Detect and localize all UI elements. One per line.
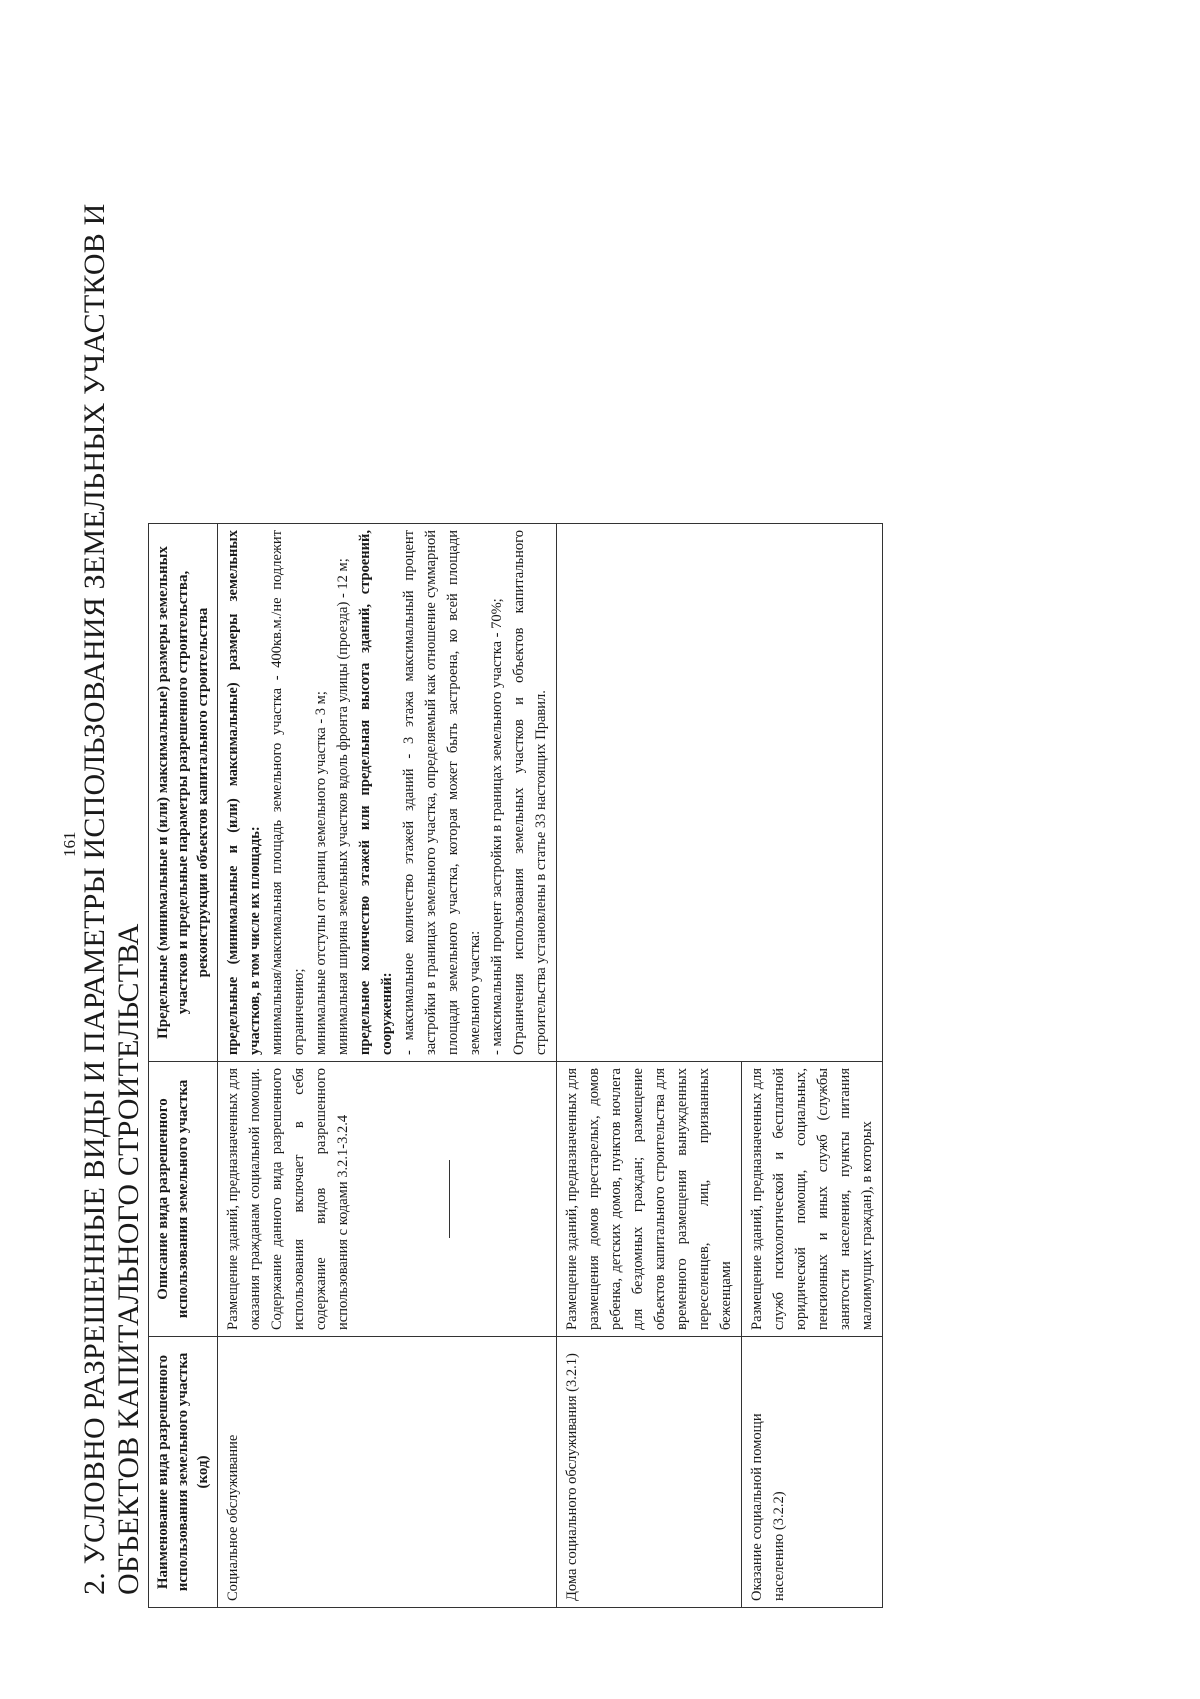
row-use-name: Оказание социальной помощи населению (3.2.2) bbox=[742, 1337, 883, 1608]
param-line: минимальные отступы от границ земельного участка - 3 м; bbox=[313, 691, 329, 1055]
param-line: предельное количество этажей или предельная высота зданий, строений, сооружений: bbox=[357, 530, 395, 1055]
param-line: минимальная/максимальная площадь земельного участка - 400кв.м./не подлежит ограничению; bbox=[269, 530, 307, 1055]
param-line: Ограничения использования земельных участков и объектов капитального строительства установлены в статье 33 настоящих Правил. bbox=[511, 530, 549, 1055]
row-use-description: Размещение зданий, предназначенных для размещения домов престарелых, домов ребенка, детских домов, пунктов ночлега для бездомных граждан; размещение объектов капитального строительства для временного размещения вынужденных переселенцев, лиц, признанных беженцами bbox=[557, 1062, 742, 1337]
row-parameters bbox=[218, 524, 557, 1062]
row-use-name: Социальное обслуживание bbox=[218, 1337, 557, 1608]
section-title: 2. УСЛОВНО РАЗРЕШЕННЫЕ ВИДЫ И ПАРАМЕТРЫ ИСПОЛЬЗОВАНИЯ ЗЕМЕЛЬНЫХ УЧАСТКОВ И ОБЪЕКТОВ КАПИТАЛЬНОГО СТРОИТЕЛЬСТВА bbox=[78, 203, 145, 1595]
empty-params-cell bbox=[557, 524, 883, 1062]
page-number: 161 bbox=[60, 831, 79, 857]
permitted-use-table bbox=[148, 52, 883, 1609]
row-use-description bbox=[218, 1062, 557, 1337]
row-use-description: Размещение зданий, предназначенных для служб психологической и бесплатной юридической помощи, социальных, пенсионных и иных служб (службы занятости населения, пункты питания малоимущих граждан), в которых bbox=[742, 1062, 883, 1337]
param-line: - максимальное количество этажей зданий - 3 этажа максимальный процент застройки в границах земельного участка, определяемый как отношение суммарной площади земельного участка, которая может быть застроена, ко всей площади земельного участка: bbox=[401, 530, 483, 1055]
dash-mark bbox=[449, 1160, 450, 1238]
table-header-row bbox=[149, 52, 218, 1608]
row-use-name: Дома социального обслуживания (3.2.1) bbox=[557, 1337, 742, 1608]
row-description-text: Размещение зданий, предназначенных для оказания гражданам социальной помощи. Содержание данного вида разрешенного использования включает в себя содержание видов разрешенного использования с кодами 3.2.1-3.2.4 bbox=[225, 1068, 351, 1330]
empty-header-cell bbox=[149, 52, 218, 524]
header-use-name: Наименование вида разрешенного использования земельного участка (код) bbox=[149, 1337, 218, 1608]
param-line: минимальная ширина земельных участков вдоль фронта улицы (проезда) - 12 м; bbox=[335, 558, 351, 1055]
header-use-description: Описание вида разрешенного использования земельного участка bbox=[149, 1062, 218, 1337]
table-row bbox=[218, 52, 557, 1608]
param-line: предельные (минимальные и (или) максимальные) размеры земельных участков, в том числе их площадь: bbox=[225, 530, 263, 1055]
param-line: - максимальный процент застройки в границах земельного участка - 70%; bbox=[489, 598, 505, 1055]
header-parameters: Предельные (минимальные и (или) максимальные) размеры земельных участков и предельные параметры разрешенного строительства, реконструкции объектов капитального строительства bbox=[149, 524, 218, 1062]
empty-right-cell bbox=[218, 52, 883, 524]
